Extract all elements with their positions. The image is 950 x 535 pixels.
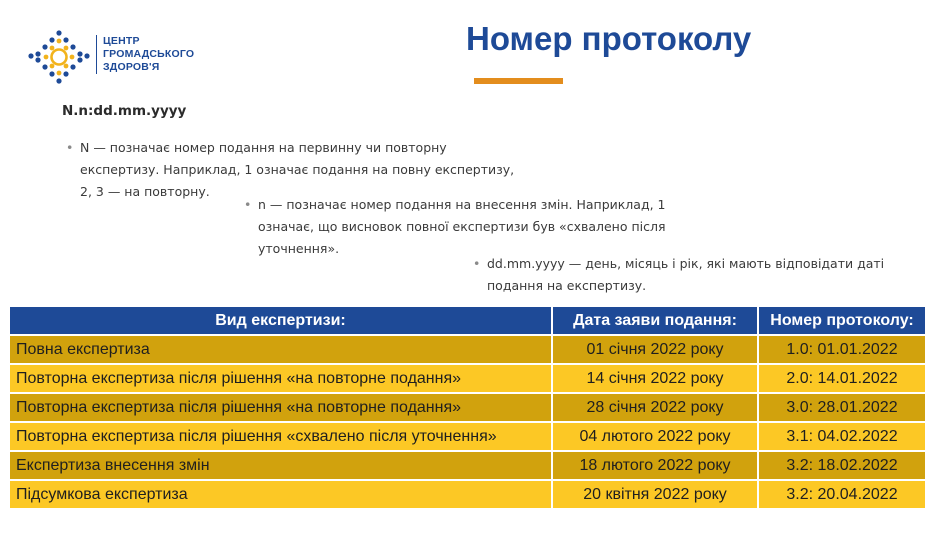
table-header-row bbox=[10, 307, 925, 335]
cell-expertise-type: Повторна експертиза після рішення «на повторне подання» bbox=[10, 393, 552, 422]
cell-submission-date: 28 січня 2022 року bbox=[552, 393, 758, 422]
cell-submission-date: 20 квітня 2022 року bbox=[552, 480, 758, 508]
table-row bbox=[10, 422, 925, 451]
bullet-date bbox=[473, 253, 907, 297]
cell-protocol-number: 3.2: 18.02.2022 bbox=[758, 451, 925, 480]
bullet-text-line: експертизу. Наприклад, 1 означає подання на повну експертизу, bbox=[80, 162, 515, 177]
cell-expertise-type: Повторна експертиза після рішення «на повторне подання» bbox=[10, 364, 552, 393]
bullet-dot-icon: • bbox=[66, 140, 74, 155]
title-underline bbox=[474, 78, 563, 84]
bullet-minor-number bbox=[244, 194, 688, 260]
bullet-text-line: 2, 3 — на повторну. bbox=[80, 184, 210, 199]
protocol-format: N.n:dd.mm.yyyy bbox=[62, 103, 187, 119]
cell-submission-date: 01 січня 2022 року bbox=[552, 335, 758, 364]
bullet-text-line: dd.mm.yyyy — день, місяць і рік, які мають відповідати даті bbox=[487, 256, 885, 271]
table-row bbox=[10, 451, 925, 480]
org-name bbox=[96, 35, 194, 74]
header-submission-date: Дата заяви подання: bbox=[552, 307, 758, 335]
phc-logo-icon bbox=[28, 28, 90, 84]
cell-submission-date: 14 січня 2022 року bbox=[552, 364, 758, 393]
table-row bbox=[10, 364, 925, 393]
bullet-text-line: N — позначає номер подання на первинну чи повторну bbox=[80, 140, 447, 155]
protocol-table bbox=[10, 307, 925, 508]
cell-expertise-type: Підсумкова експертиза bbox=[10, 480, 552, 508]
cell-protocol-number: 3.1: 04.02.2022 bbox=[758, 422, 925, 451]
bullet-dot-icon: • bbox=[473, 256, 481, 271]
cell-protocol-number: 3.0: 28.01.2022 bbox=[758, 393, 925, 422]
org-name-line3: ЗДОРОВ'Я bbox=[103, 61, 160, 73]
cell-submission-date: 04 лютого 2022 року bbox=[552, 422, 758, 451]
cell-submission-date: 18 лютого 2022 року bbox=[552, 451, 758, 480]
cell-protocol-number: 1.0: 01.01.2022 bbox=[758, 335, 925, 364]
bullet-text-line: означає, що висновок повної експертизи був «схвалено після bbox=[258, 219, 666, 234]
table-row bbox=[10, 480, 925, 508]
org-name-line1: ЦЕНТР bbox=[103, 35, 140, 47]
org-name-line2: ГРОМАДСЬКОГО bbox=[103, 48, 195, 60]
header-expertise-type: Вид експертизи: bbox=[10, 307, 552, 335]
cell-expertise-type: Експертиза внесення змін bbox=[10, 451, 552, 480]
bullet-text-line: подання на експертизу. bbox=[487, 278, 647, 293]
page-title: Номер протоколу bbox=[466, 20, 752, 57]
bullet-text-line: n — позначає номер подання на внесення змін. Наприклад, 1 bbox=[258, 197, 666, 212]
cell-expertise-type: Повторна експертиза після рішення «схвалено після уточнення» bbox=[10, 422, 552, 451]
cell-protocol-number: 3.2: 20.04.2022 bbox=[758, 480, 925, 508]
bullet-dot-icon: • bbox=[244, 197, 252, 212]
header-protocol-number: Номер протоколу: bbox=[758, 307, 925, 335]
table-row bbox=[10, 335, 925, 364]
cell-expertise-type: Повна експертиза bbox=[10, 335, 552, 364]
bullet-text-line: уточнення». bbox=[258, 241, 340, 256]
table-row bbox=[10, 393, 925, 422]
cell-protocol-number: 2.0: 14.01.2022 bbox=[758, 364, 925, 393]
